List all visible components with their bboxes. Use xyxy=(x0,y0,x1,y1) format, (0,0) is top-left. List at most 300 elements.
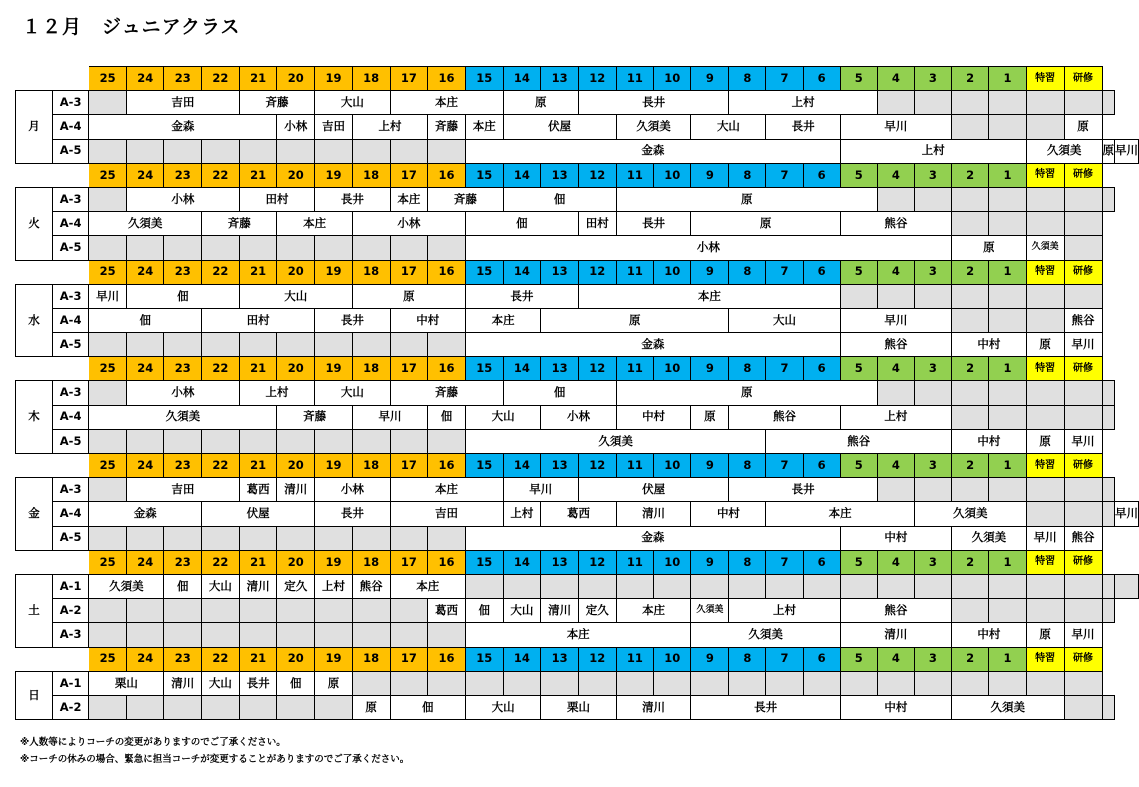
coach-cell: 斉藤 xyxy=(390,381,503,405)
column-header: 7 xyxy=(766,67,803,91)
empty-slot xyxy=(840,671,877,695)
column-header: 研修 xyxy=(1064,647,1102,671)
schedule-row xyxy=(16,308,1139,332)
column-header: 25 xyxy=(89,260,127,284)
coach-cell: 上村 xyxy=(840,405,951,429)
column-header: 16 xyxy=(428,163,466,187)
coach-cell: 斉藤 xyxy=(202,212,277,236)
column-header: 22 xyxy=(202,67,240,91)
column-header: 19 xyxy=(315,357,353,381)
empty-slot xyxy=(352,526,390,550)
coach-cell: 斉藤 xyxy=(428,115,466,139)
empty-slot xyxy=(202,623,240,647)
empty-slot xyxy=(840,284,877,308)
column-header: 11 xyxy=(616,67,653,91)
empty-slot xyxy=(390,623,428,647)
empty-slot xyxy=(89,599,127,623)
empty-slot xyxy=(1064,599,1102,623)
column-header: 14 xyxy=(503,647,541,671)
coach-cell: 吉田 xyxy=(390,502,503,526)
empty-slot xyxy=(951,405,988,429)
column-header: 15 xyxy=(465,260,503,284)
coach-cell: 伏屋 xyxy=(578,478,728,502)
empty-slot xyxy=(89,429,127,453)
coach-cell: 小林 xyxy=(352,212,465,236)
column-header: 13 xyxy=(541,67,579,91)
coach-cell: 早川 xyxy=(1115,139,1139,163)
header-row xyxy=(16,67,1139,91)
column-header: 6 xyxy=(803,260,840,284)
column-header: 9 xyxy=(691,357,729,381)
column-header: 22 xyxy=(202,647,240,671)
level-label: A-4 xyxy=(52,212,88,236)
level-label: A-3 xyxy=(52,187,88,211)
empty-slot xyxy=(1102,574,1115,598)
column-header: 3 xyxy=(914,647,951,671)
coach-cell: 久須美 xyxy=(914,502,1026,526)
column-header: 10 xyxy=(654,454,691,478)
coach-cell: 早川 xyxy=(1064,429,1102,453)
column-header: 6 xyxy=(803,454,840,478)
note-1: ※人数等によりコーチの変更がありますのでご了承ください。 xyxy=(20,737,286,748)
column-header: 研修 xyxy=(1064,260,1102,284)
empty-slot xyxy=(315,599,353,623)
coach-cell: 上村 xyxy=(729,599,840,623)
level-label: A-2 xyxy=(52,695,88,719)
coach-cell: 熊谷 xyxy=(729,405,840,429)
coach-cell: 熊谷 xyxy=(766,429,952,453)
coach-cell: 原 xyxy=(1102,139,1115,163)
column-header: 23 xyxy=(164,67,202,91)
schedule-row xyxy=(16,139,1139,163)
empty-slot xyxy=(1064,502,1102,526)
level-label: A-3 xyxy=(52,284,88,308)
coach-cell: 長井 xyxy=(691,695,840,719)
column-header: 1 xyxy=(989,647,1026,671)
coach-cell: 佃 xyxy=(127,284,240,308)
column-header: 6 xyxy=(803,647,840,671)
coach-cell: 佃 xyxy=(465,599,503,623)
column-header: 20 xyxy=(277,260,315,284)
empty-slot xyxy=(951,115,988,139)
column-header: 7 xyxy=(766,163,803,187)
empty-slot xyxy=(428,236,466,260)
empty-slot xyxy=(951,284,988,308)
empty-slot xyxy=(89,91,127,115)
coach-cell: 原 xyxy=(1026,623,1064,647)
coach-cell: 金森 xyxy=(465,139,840,163)
column-header: 8 xyxy=(729,454,766,478)
empty-slot xyxy=(616,574,653,598)
column-header: 12 xyxy=(578,647,616,671)
column-header: 19 xyxy=(315,550,353,574)
column-header: 18 xyxy=(352,647,390,671)
empty-slot xyxy=(127,236,164,260)
coach-cell: 長井 xyxy=(315,308,390,332)
coach-cell: 中村 xyxy=(951,333,1026,357)
coach-cell: 原 xyxy=(352,284,465,308)
level-label: A-4 xyxy=(52,115,88,139)
day-label: 月 xyxy=(16,91,53,164)
day-label: 火 xyxy=(16,187,53,260)
empty-slot xyxy=(428,333,466,357)
coach-cell: 大山 xyxy=(465,405,540,429)
empty-slot xyxy=(164,526,202,550)
empty-slot xyxy=(127,526,164,550)
column-header: 17 xyxy=(390,163,428,187)
column-header: 2 xyxy=(951,163,988,187)
empty-slot xyxy=(951,91,988,115)
schedule-row xyxy=(16,623,1139,647)
column-header: 17 xyxy=(390,260,428,284)
empty-slot xyxy=(914,478,951,502)
column-header: 1 xyxy=(989,550,1026,574)
level-label: A-5 xyxy=(52,139,88,163)
column-header: 12 xyxy=(578,357,616,381)
empty-slot xyxy=(989,671,1026,695)
column-header: 24 xyxy=(127,454,164,478)
column-header: 16 xyxy=(428,647,466,671)
coach-cell: 早川 xyxy=(1064,333,1102,357)
column-header: 17 xyxy=(390,357,428,381)
empty-slot xyxy=(315,623,353,647)
day-label: 日 xyxy=(16,671,53,719)
empty-slot xyxy=(1026,574,1064,598)
column-header: 12 xyxy=(578,550,616,574)
column-header: 特習 xyxy=(1026,163,1064,187)
coach-cell: 早川 xyxy=(503,478,578,502)
column-header: 25 xyxy=(89,357,127,381)
empty-slot xyxy=(127,139,164,163)
column-header: 13 xyxy=(541,357,579,381)
coach-cell: 栗山 xyxy=(89,671,164,695)
empty-slot xyxy=(914,671,951,695)
column-header: 9 xyxy=(691,647,729,671)
column-header: 19 xyxy=(315,163,353,187)
coach-cell: 上村 xyxy=(503,502,541,526)
column-header: 15 xyxy=(465,357,503,381)
empty-slot xyxy=(127,333,164,357)
empty-slot xyxy=(1064,91,1102,115)
column-header: 10 xyxy=(654,163,691,187)
empty-slot xyxy=(428,623,466,647)
empty-slot xyxy=(989,91,1026,115)
empty-slot xyxy=(877,381,914,405)
empty-slot xyxy=(352,139,390,163)
coach-cell: 清川 xyxy=(616,695,691,719)
column-header: 14 xyxy=(503,67,541,91)
day-label: 木 xyxy=(16,381,53,454)
column-header: 6 xyxy=(803,67,840,91)
coach-cell: 本庄 xyxy=(277,212,352,236)
column-header: 1 xyxy=(989,454,1026,478)
coach-cell: 小林 xyxy=(127,187,240,211)
coach-cell: 原 xyxy=(616,187,877,211)
coach-cell: 中村 xyxy=(390,308,465,332)
column-header: 6 xyxy=(803,163,840,187)
empty-slot xyxy=(951,381,988,405)
column-header: 25 xyxy=(89,550,127,574)
coach-cell: 原 xyxy=(951,236,1026,260)
header-blank xyxy=(16,647,89,671)
empty-slot xyxy=(352,236,390,260)
column-header: 24 xyxy=(127,163,164,187)
empty-slot xyxy=(89,333,127,357)
note-2: ※コーチの休みの場合、緊急に担当コーチが変更することがありますのでご了承ください。 xyxy=(20,754,410,765)
coach-cell: 本庄 xyxy=(465,115,503,139)
empty-slot xyxy=(202,139,240,163)
coach-cell: 伏屋 xyxy=(202,502,315,526)
column-header: 特習 xyxy=(1026,647,1064,671)
empty-slot xyxy=(390,333,428,357)
coach-cell: 原 xyxy=(541,308,729,332)
column-header: 21 xyxy=(239,260,277,284)
day-label: 土 xyxy=(16,574,53,647)
empty-slot xyxy=(239,333,277,357)
empty-slot xyxy=(465,671,503,695)
empty-slot xyxy=(1026,671,1064,695)
empty-slot xyxy=(315,236,353,260)
column-header: 17 xyxy=(390,550,428,574)
coach-cell: 清川 xyxy=(277,478,315,502)
column-header: 8 xyxy=(729,260,766,284)
coach-cell: 上村 xyxy=(729,91,877,115)
column-header: 13 xyxy=(541,163,579,187)
empty-slot xyxy=(1026,599,1064,623)
level-label: A-1 xyxy=(52,574,88,598)
coach-cell: 久須美 xyxy=(951,526,1026,550)
empty-slot xyxy=(202,695,240,719)
empty-slot xyxy=(1102,381,1115,405)
coach-cell: 早川 xyxy=(352,405,427,429)
coach-cell: 佃 xyxy=(89,308,202,332)
column-header: 研修 xyxy=(1064,550,1102,574)
column-header: 16 xyxy=(428,550,466,574)
column-header: 12 xyxy=(578,67,616,91)
column-header: 24 xyxy=(127,550,164,574)
column-header: 10 xyxy=(654,357,691,381)
schedule-row xyxy=(16,671,1139,695)
empty-slot xyxy=(803,574,840,598)
coach-cell: 葛西 xyxy=(428,599,466,623)
column-header: 20 xyxy=(277,163,315,187)
empty-slot xyxy=(89,478,127,502)
empty-slot xyxy=(989,478,1026,502)
empty-slot xyxy=(239,695,277,719)
column-header: 11 xyxy=(616,163,653,187)
empty-slot xyxy=(1102,695,1115,719)
coach-cell: 中村 xyxy=(951,429,1026,453)
column-header: 20 xyxy=(277,357,315,381)
column-header: 9 xyxy=(691,260,729,284)
empty-slot xyxy=(877,91,914,115)
column-header: 23 xyxy=(164,260,202,284)
coach-cell: 大山 xyxy=(729,308,840,332)
column-header: 23 xyxy=(164,454,202,478)
empty-slot xyxy=(164,429,202,453)
column-header: 20 xyxy=(277,67,315,91)
empty-slot xyxy=(914,284,951,308)
empty-slot xyxy=(1064,695,1102,719)
column-header: 21 xyxy=(239,163,277,187)
column-header: 25 xyxy=(89,454,127,478)
empty-slot xyxy=(277,429,315,453)
coach-cell: 大山 xyxy=(315,91,390,115)
empty-slot xyxy=(1026,187,1064,211)
coach-cell: 定久 xyxy=(277,574,315,598)
schedule-row xyxy=(16,212,1139,236)
column-header: 14 xyxy=(503,550,541,574)
schedule-row xyxy=(16,333,1139,357)
column-header: 1 xyxy=(989,357,1026,381)
coach-cell: 原 xyxy=(1064,115,1102,139)
coach-cell: 長井 xyxy=(729,478,877,502)
coach-cell: 清川 xyxy=(616,502,691,526)
column-header: 25 xyxy=(89,163,127,187)
empty-slot xyxy=(202,429,240,453)
coach-cell: 久須美 xyxy=(465,429,766,453)
coach-cell: 田村 xyxy=(239,187,314,211)
coach-cell: 金森 xyxy=(89,115,277,139)
empty-slot xyxy=(691,574,729,598)
empty-slot xyxy=(989,115,1026,139)
empty-slot xyxy=(89,381,127,405)
coach-cell: 田村 xyxy=(202,308,315,332)
coach-cell: 原 xyxy=(1026,429,1064,453)
coach-cell: 原 xyxy=(691,212,840,236)
coach-cell: 葛西 xyxy=(541,502,616,526)
empty-slot xyxy=(390,526,428,550)
empty-slot xyxy=(239,429,277,453)
coach-cell: 本庄 xyxy=(390,574,465,598)
column-header: 1 xyxy=(989,260,1026,284)
column-header: 22 xyxy=(202,454,240,478)
coach-cell: 大山 xyxy=(465,695,540,719)
coach-cell: 長井 xyxy=(465,284,578,308)
empty-slot xyxy=(1115,574,1139,598)
coach-cell: 中村 xyxy=(840,695,951,719)
coach-cell: 久須美 xyxy=(951,695,1064,719)
empty-slot xyxy=(1064,405,1102,429)
coach-cell: 久須美 xyxy=(691,599,729,623)
column-header: 12 xyxy=(578,163,616,187)
column-header: 19 xyxy=(315,454,353,478)
coach-cell: 長井 xyxy=(239,671,277,695)
coach-cell: 伏屋 xyxy=(503,115,616,139)
column-header: 5 xyxy=(840,357,877,381)
column-header: 8 xyxy=(729,163,766,187)
schedule-row xyxy=(16,574,1139,598)
coach-cell: 斉藤 xyxy=(277,405,352,429)
column-header: 11 xyxy=(616,647,653,671)
coach-cell: 佃 xyxy=(465,212,578,236)
column-header: 14 xyxy=(503,163,541,187)
coach-cell: 中村 xyxy=(840,526,951,550)
empty-slot xyxy=(1026,502,1064,526)
empty-slot xyxy=(202,236,240,260)
coach-cell: 金森 xyxy=(89,502,202,526)
column-header: 11 xyxy=(616,454,653,478)
empty-slot xyxy=(239,236,277,260)
column-header: 5 xyxy=(840,647,877,671)
empty-slot xyxy=(951,599,988,623)
coach-cell: 長井 xyxy=(616,212,691,236)
empty-slot xyxy=(840,574,877,598)
column-header: 16 xyxy=(428,67,466,91)
column-header: 1 xyxy=(989,67,1026,91)
level-label: A-5 xyxy=(52,526,88,550)
column-header: 17 xyxy=(390,454,428,478)
empty-slot xyxy=(89,526,127,550)
level-label: A-1 xyxy=(52,671,88,695)
empty-slot xyxy=(1102,502,1115,526)
coach-cell: 原 xyxy=(315,671,353,695)
coach-cell: 本庄 xyxy=(766,502,914,526)
column-header: 8 xyxy=(729,647,766,671)
coach-cell: 金森 xyxy=(465,333,840,357)
column-header: 18 xyxy=(352,550,390,574)
column-header: 特習 xyxy=(1026,357,1064,381)
empty-slot xyxy=(428,671,466,695)
empty-slot xyxy=(1064,236,1102,260)
empty-slot xyxy=(390,599,428,623)
column-header: 17 xyxy=(390,67,428,91)
empty-slot xyxy=(89,236,127,260)
coach-cell: 久須美 xyxy=(1026,236,1064,260)
empty-slot xyxy=(390,429,428,453)
column-header: 3 xyxy=(914,357,951,381)
column-header: 12 xyxy=(578,454,616,478)
empty-slot xyxy=(315,695,353,719)
coach-cell: 大山 xyxy=(315,381,390,405)
coach-cell: 長井 xyxy=(315,187,390,211)
column-header: 22 xyxy=(202,163,240,187)
schedule-row xyxy=(16,405,1139,429)
column-header: 2 xyxy=(951,67,988,91)
empty-slot xyxy=(1026,308,1064,332)
column-header: 8 xyxy=(729,357,766,381)
column-header: 14 xyxy=(503,454,541,478)
coach-cell: 佃 xyxy=(428,405,466,429)
level-label: A-4 xyxy=(52,308,88,332)
coach-cell: 中村 xyxy=(951,623,1026,647)
empty-slot xyxy=(239,526,277,550)
column-header: 4 xyxy=(877,260,914,284)
coach-cell: 佃 xyxy=(503,187,616,211)
empty-slot xyxy=(428,526,466,550)
empty-slot xyxy=(277,236,315,260)
column-header: 14 xyxy=(503,260,541,284)
schedule-row xyxy=(16,284,1139,308)
coach-cell: 大山 xyxy=(202,574,240,598)
header-blank xyxy=(16,260,89,284)
empty-slot xyxy=(1064,284,1102,308)
empty-slot xyxy=(127,429,164,453)
empty-slot xyxy=(89,623,127,647)
empty-slot xyxy=(654,671,691,695)
column-header: 9 xyxy=(691,550,729,574)
column-header: 10 xyxy=(654,647,691,671)
column-header: 17 xyxy=(390,647,428,671)
empty-slot xyxy=(877,574,914,598)
coach-cell: 金森 xyxy=(465,526,840,550)
empty-slot xyxy=(989,574,1026,598)
coach-cell: 小林 xyxy=(315,478,390,502)
empty-slot xyxy=(89,139,127,163)
column-header: 23 xyxy=(164,357,202,381)
empty-slot xyxy=(277,139,315,163)
empty-slot xyxy=(989,381,1026,405)
